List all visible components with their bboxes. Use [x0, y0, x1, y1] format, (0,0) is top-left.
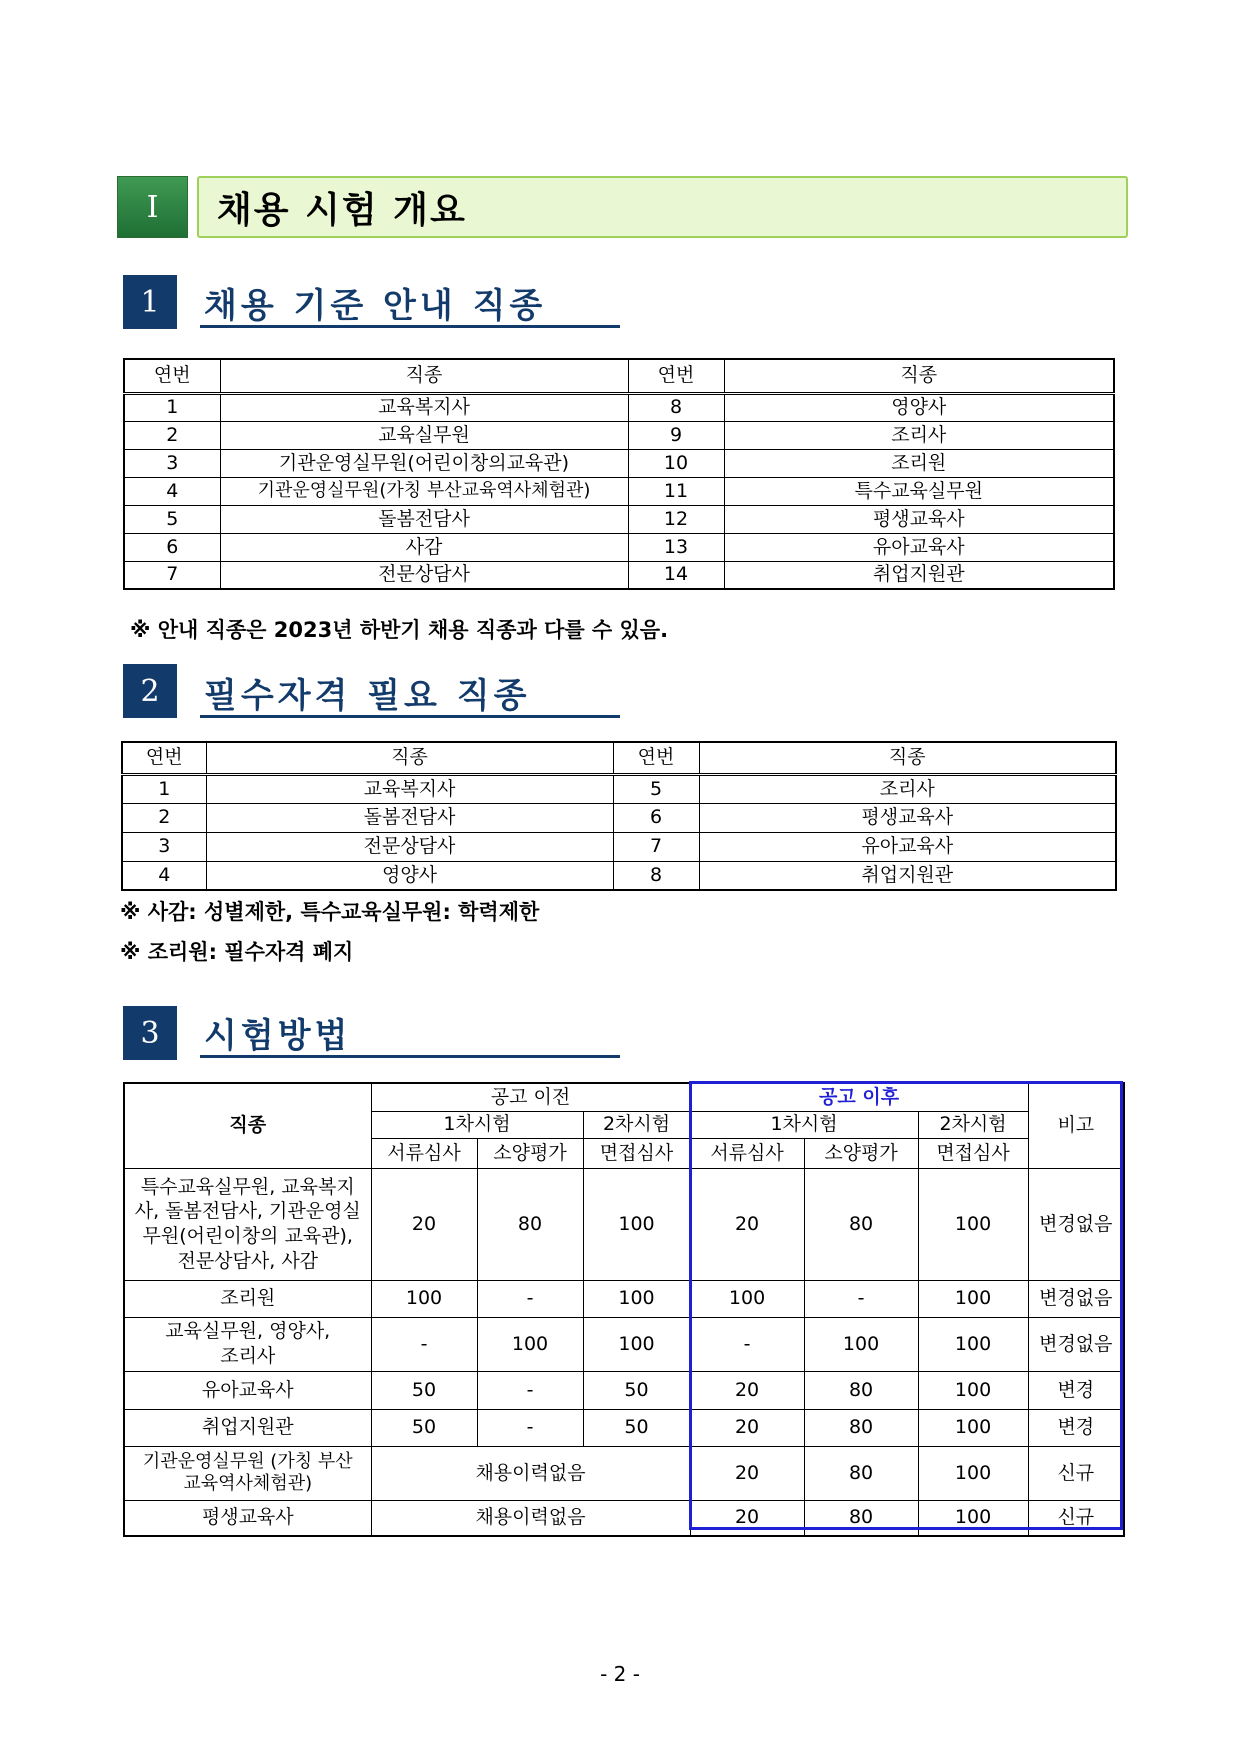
job-cell: 교육실무원: [220, 421, 628, 449]
first-exam-header: 1차시험: [371, 1111, 583, 1138]
first-exam-header: 1차시험: [690, 1111, 918, 1138]
document-review-header: 서류심사: [690, 1138, 804, 1168]
job-cell: 교육실무원, 영양사, 조리사: [124, 1317, 371, 1371]
section2-note-1: ※ 사감: 성별제한, 특수교육실무원: 학력제한: [120, 900, 540, 924]
score-cell: 20: [690, 1371, 804, 1409]
table-row: [124, 561, 1114, 589]
before-notice-header: 공고 이전: [371, 1083, 690, 1111]
table-row: [122, 803, 1116, 832]
job-list-table: [123, 358, 1115, 590]
score-cell: 80: [804, 1409, 918, 1446]
seq-cell: 7: [613, 832, 699, 861]
job-cell: 전문상담사: [220, 561, 628, 589]
job-cell: 특수교육실무원: [724, 477, 1114, 505]
chapter-number-box: Ⅰ: [117, 176, 188, 238]
table-row: [124, 533, 1114, 561]
column-header: 연번: [628, 359, 724, 393]
job-cell: 돌봄전담사: [206, 803, 613, 832]
score-cell: 20: [690, 1446, 804, 1500]
job-cell: 평생교육사: [724, 505, 1114, 533]
table-row: [124, 1446, 1124, 1500]
seq-cell: 10: [628, 449, 724, 477]
job-cell: 영양사: [206, 861, 613, 890]
seq-cell: 8: [628, 393, 724, 421]
score-cell: 100: [918, 1446, 1028, 1500]
job-cell: 기관운영실무원(가칭 부산교육역사체험관): [220, 477, 628, 505]
score-cell: 50: [371, 1371, 477, 1409]
seq-cell: 12: [628, 505, 724, 533]
section2-note-2: ※ 조리원: 필수자격 폐지: [120, 940, 354, 964]
aptitude-header: 소양평가: [804, 1138, 918, 1168]
score-cell: -: [477, 1280, 583, 1317]
score-cell: 100: [583, 1317, 690, 1371]
job-cell: 돌봄전담사: [220, 505, 628, 533]
certification-required-table: [121, 741, 1117, 891]
section1-note: ※ 안내 직종은 2023년 하반기 채용 직종과 다를 수 있음.: [130, 618, 669, 642]
table-row: [124, 505, 1114, 533]
interview-header: 면접심사: [583, 1138, 690, 1168]
seq-cell: 6: [613, 803, 699, 832]
table-row: [124, 393, 1114, 421]
section3-title: 시험방법: [200, 1008, 620, 1058]
exam-method-table: [123, 1082, 1125, 1537]
no-history-cell: 채용이력없음: [371, 1500, 690, 1536]
second-exam-header: 2차시험: [583, 1111, 690, 1138]
table-row: [124, 421, 1114, 449]
job-cell: 교육복지사: [206, 774, 613, 803]
chapter-title: 채용 시험 개요: [197, 176, 1128, 238]
seq-cell: 4: [124, 477, 220, 505]
score-cell: 100: [918, 1317, 1028, 1371]
seq-cell: 7: [124, 561, 220, 589]
job-cell: 기관운영실무원(어린이창의교육관): [220, 449, 628, 477]
section3-number: 3: [123, 1006, 177, 1060]
job-cell: 조리원: [724, 449, 1114, 477]
column-header: 연번: [613, 742, 699, 774]
seq-cell: 6: [124, 533, 220, 561]
score-cell: -: [477, 1409, 583, 1446]
table-row: [124, 449, 1114, 477]
column-header: 직종: [206, 742, 613, 774]
aptitude-header: 소양평가: [477, 1138, 583, 1168]
job-cell: 조리사: [724, 421, 1114, 449]
score-cell: 100: [918, 1280, 1028, 1317]
remark-cell: 변경없음: [1028, 1317, 1124, 1371]
table-row: [124, 1317, 1124, 1371]
score-cell: -: [477, 1371, 583, 1409]
no-history-cell: 채용이력없음: [371, 1446, 690, 1500]
score-cell: 100: [918, 1371, 1028, 1409]
table-row: [124, 1409, 1124, 1446]
score-cell: 100: [583, 1168, 690, 1280]
column-header: 직종: [699, 742, 1116, 774]
seq-cell: 1: [122, 774, 206, 803]
table-row: [124, 1280, 1124, 1317]
job-cell: 특수교육실무원, 교육복지사, 돌봄전담사, 기관운영실무원(어린이창의 교육관), 전문상담사, 사감: [124, 1168, 371, 1280]
seq-cell: 8: [613, 861, 699, 890]
remark-cell: 변경: [1028, 1371, 1124, 1409]
job-cell: 전문상담사: [206, 832, 613, 861]
table-row: [124, 1500, 1124, 1536]
job-cell: 평생교육사: [124, 1500, 371, 1536]
seq-cell: 5: [613, 774, 699, 803]
table-row: [124, 1371, 1124, 1409]
remark-cell: 변경없음: [1028, 1168, 1124, 1280]
score-cell: -: [371, 1317, 477, 1371]
score-cell: 80: [804, 1168, 918, 1280]
score-cell: 100: [918, 1500, 1028, 1536]
table-row: [122, 832, 1116, 861]
remark-cell: 신규: [1028, 1500, 1124, 1536]
score-cell: 50: [583, 1409, 690, 1446]
table-row: [122, 861, 1116, 890]
score-cell: 100: [690, 1280, 804, 1317]
score-cell: 80: [477, 1168, 583, 1280]
seq-cell: 9: [628, 421, 724, 449]
table-row: [124, 1168, 1124, 1280]
job-cell: 조리원: [124, 1280, 371, 1317]
seq-cell: 1: [124, 393, 220, 421]
document-review-header: 서류심사: [371, 1138, 477, 1168]
interview-header: 면접심사: [918, 1138, 1028, 1168]
job-cell: 평생교육사: [699, 803, 1116, 832]
job-cell: 취업지원관: [124, 1409, 371, 1446]
job-cell: 사감: [220, 533, 628, 561]
job-cell: 취업지원관: [699, 861, 1116, 890]
remark-cell: 변경없음: [1028, 1280, 1124, 1317]
second-exam-header: 2차시험: [918, 1111, 1028, 1138]
job-cell: 영양사: [724, 393, 1114, 421]
job-cell: 취업지원관: [724, 561, 1114, 589]
table-row: [122, 774, 1116, 803]
seq-cell: 3: [124, 449, 220, 477]
score-cell: 100: [804, 1317, 918, 1371]
score-cell: 20: [690, 1409, 804, 1446]
column-header: 직종: [724, 359, 1114, 393]
job-cell: 조리사: [699, 774, 1116, 803]
job-header: 직종: [124, 1083, 371, 1168]
score-cell: -: [804, 1280, 918, 1317]
score-cell: 100: [918, 1409, 1028, 1446]
score-cell: 20: [690, 1500, 804, 1536]
section2-title: 필수자격 필요 직종: [200, 668, 620, 718]
remark-header: 비고: [1028, 1083, 1124, 1168]
job-cell: 교육복지사: [220, 393, 628, 421]
seq-cell: 13: [628, 533, 724, 561]
page-number: - 2 -: [600, 1662, 640, 1686]
seq-cell: 2: [122, 803, 206, 832]
remark-cell: 변경: [1028, 1409, 1124, 1446]
section2-number: 2: [123, 664, 177, 718]
section1-title: 채용 기준 안내 직종: [200, 278, 620, 328]
remark-cell: 신규: [1028, 1446, 1124, 1500]
column-header: 연번: [122, 742, 206, 774]
score-cell: 80: [804, 1371, 918, 1409]
seq-cell: 11: [628, 477, 724, 505]
after-notice-header: 공고 이후: [690, 1083, 1028, 1111]
score-cell: 100: [583, 1280, 690, 1317]
score-cell: 100: [477, 1317, 583, 1371]
seq-cell: 4: [122, 861, 206, 890]
score-cell: 80: [804, 1500, 918, 1536]
table-row: [124, 477, 1114, 505]
seq-cell: 5: [124, 505, 220, 533]
column-header: 직종: [220, 359, 628, 393]
job-cell: 유아교육사: [724, 533, 1114, 561]
score-cell: 50: [371, 1409, 477, 1446]
section1-number: 1: [123, 275, 177, 329]
score-cell: 20: [371, 1168, 477, 1280]
column-header: 연번: [124, 359, 220, 393]
seq-cell: 14: [628, 561, 724, 589]
score-cell: 100: [371, 1280, 477, 1317]
score-cell: 100: [918, 1168, 1028, 1280]
job-cell: 기관운영실무원 (가칭 부산교육역사체험관): [124, 1446, 371, 1500]
seq-cell: 2: [124, 421, 220, 449]
score-cell: -: [690, 1317, 804, 1371]
score-cell: 50: [583, 1371, 690, 1409]
score-cell: 80: [804, 1446, 918, 1500]
job-cell: 유아교육사: [699, 832, 1116, 861]
score-cell: 20: [690, 1168, 804, 1280]
job-cell: 유아교육사: [124, 1371, 371, 1409]
seq-cell: 3: [122, 832, 206, 861]
